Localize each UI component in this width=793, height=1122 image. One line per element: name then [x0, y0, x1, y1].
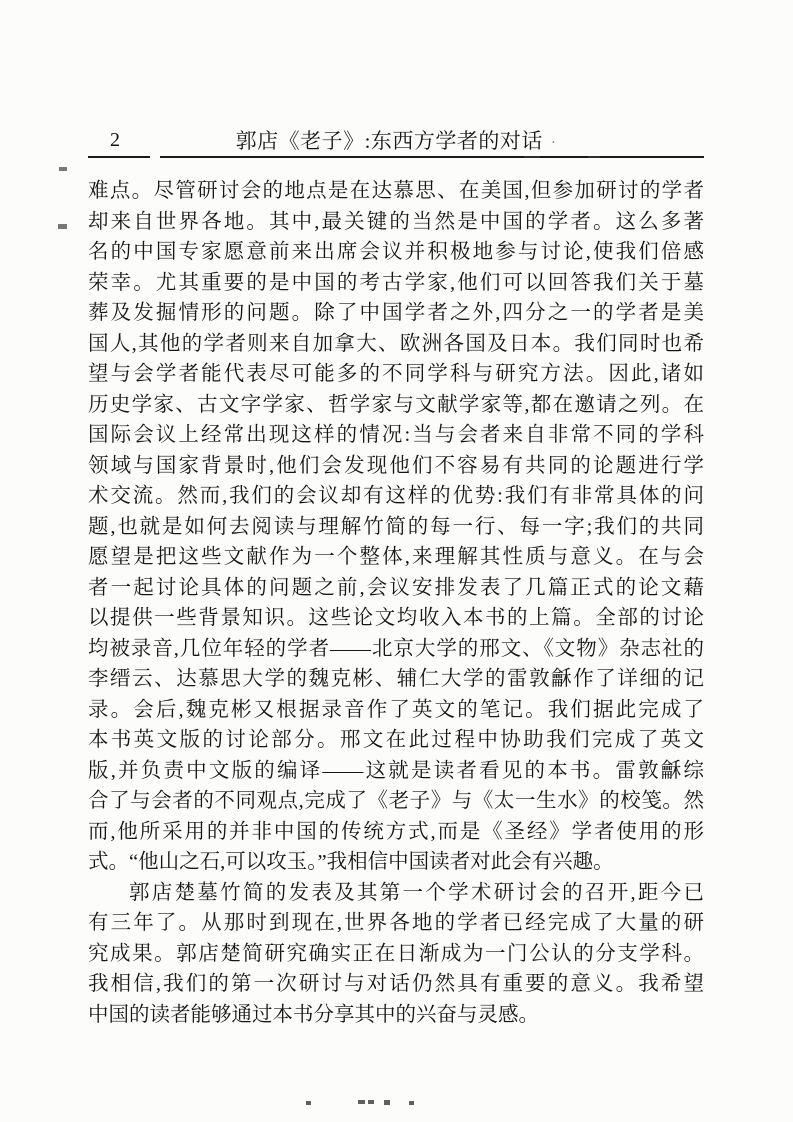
scan-speck [306, 1101, 311, 1105]
text-line: 难点。尽管研讨会的地点是在达慕思、在美国,但参加研讨的学者 [88, 180, 704, 202]
text-line: 愿望是把这些文献作为一个整体,来理解其性质与意义。在与会 [88, 546, 704, 568]
text-line: 而,他所采用的并非中国的传统方式,而是《圣经》学者使用的形 [88, 820, 704, 843]
text-line: 有三年了。从那时到现在,世界各地的学者已经完成了大量的研 [88, 912, 704, 934]
text-line: 中国的读者能够通过本书分享其中的兴奋与灵感。 [88, 1003, 539, 1026]
page-body [88, 176, 704, 1030]
scan-artifact [59, 167, 67, 171]
text-line: 望与会学者能代表尽可能多的不同学科与研究方法。因此,诸如 [88, 363, 704, 385]
page-header [88, 125, 704, 157]
text-line: 均被录音,几位年轻的学者——北京大学的邢文、《文物》杂志社的 [88, 637, 704, 660]
text-line: 国际会议上经常出现这样的情况:当与会者来自非常不同的学科 [88, 424, 704, 446]
text-line: 历史学家、古文字学家、哲学家与文献学家等,都在邀请之列。在 [88, 393, 704, 416]
scan-speck [358, 1100, 374, 1104]
text-line: 式。“他山之石,可以攻玉。”我相信中国读者对此会有兴趣。 [88, 851, 614, 873]
text-line: 录。会后,魏克彬又根据录音作了英文的笔记。我们据此完成了 [88, 698, 704, 721]
text-line: 领域与国家背景时,他们会发现他们不容易有共同的论题进行学 [88, 454, 704, 477]
text-line: 却来自世界各地。其中,最关键的当然是中国的学者。这么多著 [88, 210, 704, 233]
text-line: 题,也就是如何去阅读与理解竹简的每一行、每一字;我们的共同 [88, 515, 704, 538]
text-line: 我相信,我们的第一次研讨与对话仍然具有重要的意义。我希望 [88, 973, 704, 995]
running-title-line [88, 125, 704, 155]
running-title: 郭店《老子》:东西方学者的对话 [235, 129, 543, 153]
scan-speck [384, 1100, 390, 1105]
page-number: 2 [110, 129, 121, 151]
scan-artifact [58, 224, 67, 229]
text-line: 以提供一些背景知识。这些论文均收入本书的上篇。全部的讨论 [88, 607, 704, 629]
text-line: 名的中国专家愿意前来出席会议并积极地参与讨论,使我们倍感 [88, 241, 704, 263]
text-line: 荣幸。尤其重要的是中国的考古学家,他们可以回答我们关于墓 [88, 271, 704, 294]
text-line: 国人,其他的学者则来自加拿大、欧洲各国及日本。我们同时也希 [88, 332, 704, 355]
text-line: 版,并负责中文版的编译——这就是读者看见的本书。雷敦龢综 [88, 759, 704, 782]
text-line: 本书英文版的讨论部分。邢文在此过程中协助我们完成了英文 [88, 729, 704, 751]
text-line: 究成果。郭店楚简研究确实正在日渐成为一门公认的分支学科。 [88, 942, 704, 965]
text-line: 术交流。然而,我们的会议却有这样的优势:我们有非常具体的问 [88, 485, 704, 507]
text-line: 郭店楚墓竹简的发表及其第一个学术研讨会的召开,距今已 [129, 881, 704, 904]
text-line: 葬及发掘情形的问题。除了中国学者之外,四分之一的学者是美 [88, 302, 704, 324]
header-trailing-mark: · [550, 134, 557, 151]
scan-speck [409, 1101, 414, 1105]
text-line: 合了与会者的不同观点,完成了《老子》与《太一生水》的校笺。然 [88, 790, 704, 812]
text-line: 者一起讨论具体的问题之前,会议安排发表了几篇正式的论文藉 [88, 576, 704, 599]
header-rule [88, 156, 704, 158]
text-line: 李缙云、达慕思大学的魏克彬、辅仁大学的雷敦龢作了详细的记 [88, 668, 704, 690]
